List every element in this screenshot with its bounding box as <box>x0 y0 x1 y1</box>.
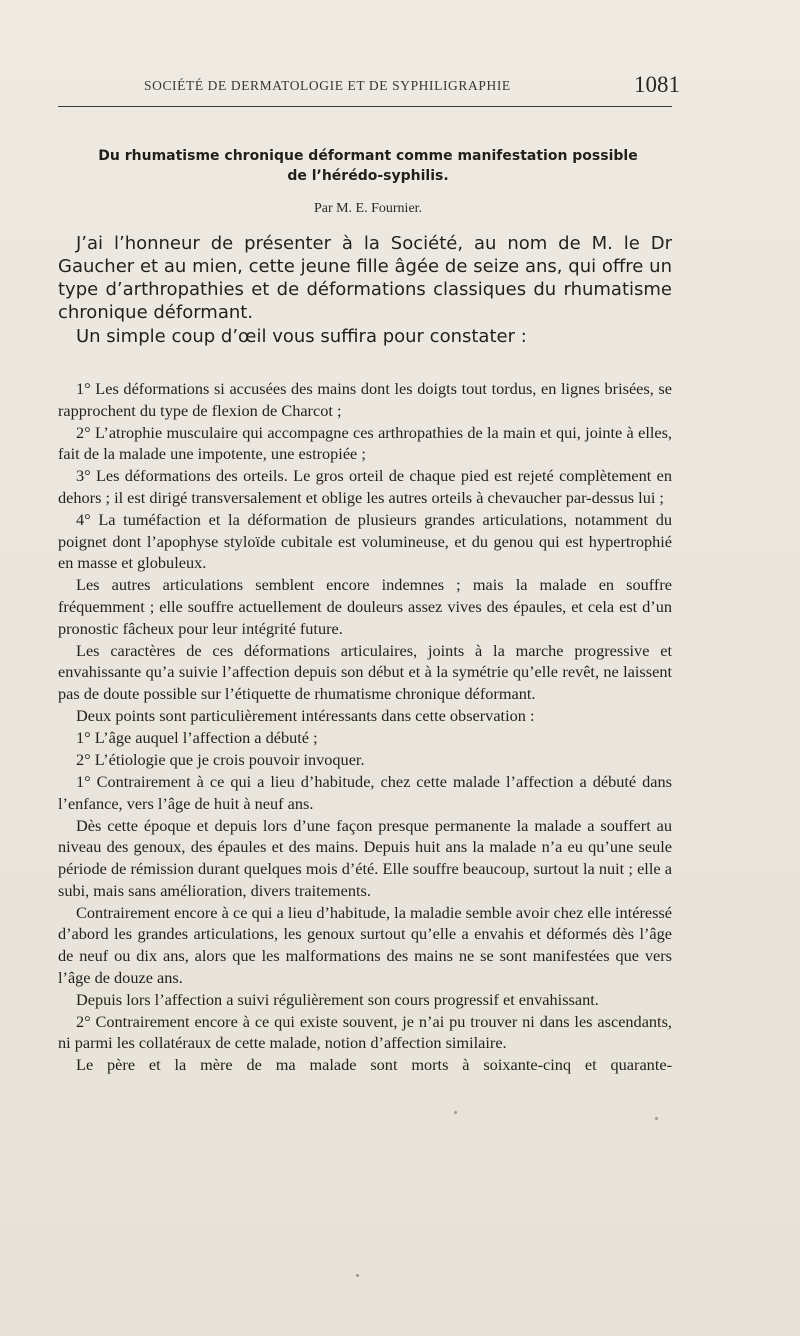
intro-paragraph: Un simple coup d’œil vous suffira pour constater : <box>76 326 527 347</box>
body-paragraph: Deux points sont particulièrement intéressants dans cette observation : <box>76 705 535 725</box>
paper-speck <box>356 1274 359 1277</box>
body-paragraph: 1° L’âge auquel l’affection a débuté ; <box>76 728 318 747</box>
intro-paragraph: J’ai l’honneur de présenter à la Société, au nom de M. le Dr Gaucher et au mien, cette jeune fille âgée de seize ans, qui offre un type d’arthropathies et de déformations classiques du rhumatisme chronique déformant. <box>58 233 672 323</box>
article-title <box>58 146 678 186</box>
paper-speck <box>655 1117 658 1120</box>
body-paragraph: Depuis lors l’affection a suivi régulièrement son cours progressif et envahissant. <box>76 989 599 1009</box>
article-title-line-1: Du rhumatisme chronique déformant comme manifestation possible <box>98 148 638 164</box>
body-paragraph: 4° La tuméfaction et la déformation de plusieurs grandes articulations, notamment du poignet dont l’apophyse styloïde cubitale est volumineuse, et du genou qui est hypertrophié en masse et globuleux. <box>58 510 672 573</box>
page-number: 1081 <box>634 72 680 97</box>
body-paragraph: Le père et la mère de ma malade sont morts à soixante-cinq et quarante- <box>76 1055 672 1075</box>
body-paragraph: 2° L’atrophie musculaire qui accompagne ces arthropathies de la main et qui, jointe à elles, fait de la malade une impotente, une estropiée ; <box>58 422 672 464</box>
body-paragraph: Dès cette époque et depuis lors d’une façon presque permanente la malade a souffert au niveau des genoux, des épaules et des mains. Depuis huit ans la malade n’a eu qu’une seule période de rémission durant quelques mois d’été. Elle souffre beaucoup, surtout la nuit ; elle a subi, mais sans amélioration, divers traitements. <box>58 815 672 900</box>
header-rule <box>58 106 672 107</box>
body-paragraph: Les autres articulations semblent encore indemnes ; mais la malade en souffre fréquemment ; elle souffre actuellement de douleurs assez vives des épaules, et cela est d’un pronostic fâcheux pour leur intégrité future. <box>58 575 672 638</box>
body-paragraph: 1° Contrairement à ce qui a lieu d’habitude, chez cette malade l’affection a débuté dans l’enfance, vers l’âge de huit à neuf ans. <box>58 772 672 813</box>
body-text <box>58 378 672 1077</box>
body-paragraph: 1° Les déformations si accusées des mains dont les doigts tout tordus, en lignes brisées, se rapprochent du type de flexion de Charcot ; <box>58 379 672 420</box>
body-paragraph: 2° L’étiologie que je crois pouvoir invoquer. <box>76 750 365 770</box>
body-paragraph: Contrairement encore à ce qui a lieu d’habitude, la maladie semble avoir chez elle intéressé d’abord les grandes articulations, les genoux surtout qu’elle a envahis et déformés dès l’âge de neuf ou dix ans, alors que les malformations des mains ne se sont manifestées que vers l’âge de douze ans. <box>58 902 672 987</box>
article-title-line-2: de l’hérédo-syphilis. <box>287 168 449 184</box>
running-head <box>58 72 680 102</box>
intro-text <box>58 232 672 348</box>
body-paragraph: Les caractères de ces déformations articulaires, joints à la marche progressive et envahissante qu’a suivie l’affection depuis son début et à la symétrie qu’elle revêt, ne laissent pas de doute possible sur l’étiquette de rhumatisme chronique déformant. <box>58 640 672 703</box>
body-paragraph: 2° Contrairement encore à ce qui existe souvent, je n’ai pu trouver ni dans les ascendants, ni parmi les collatéraux de cette malade, notion d’affection similaire. <box>58 1011 672 1053</box>
body-paragraph: 3° Les déformations des orteils. Le gros orteil de chaque pied est rejeté complètement en dehors ; il est dirigé transversalement et oblige les autres orteils à chevaucher par-dessus lui ; <box>58 466 672 507</box>
running-title: SOCIÉTÉ DE DERMATOLOGIE ET DE SYPHILIGRAPHIE <box>144 78 511 93</box>
paper-speck <box>454 1111 457 1114</box>
byline: Par M. E. Fournier. <box>313 201 423 216</box>
